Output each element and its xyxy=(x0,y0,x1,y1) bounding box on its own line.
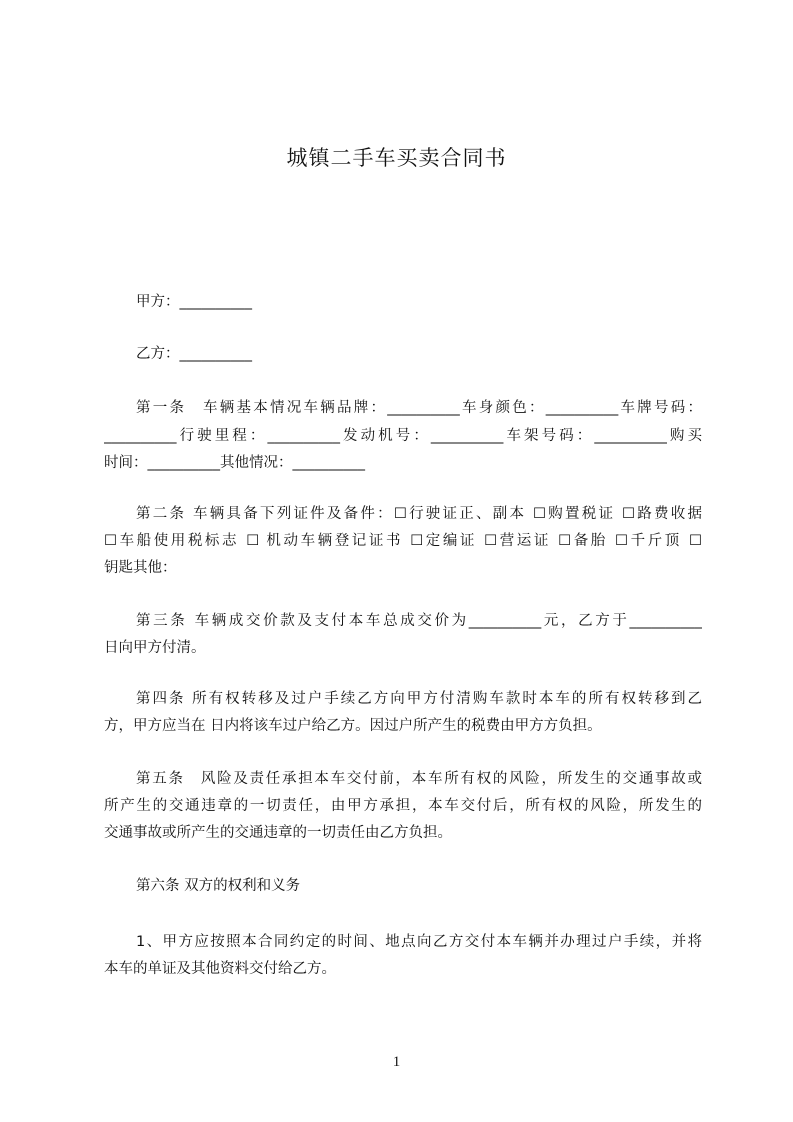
clause6-item1-line2: 本车的单证及其他资料交付给乙方。 xyxy=(104,961,336,977)
page-number: 1 xyxy=(392,1054,401,1070)
party-b-line: 乙方：__________ xyxy=(136,346,252,362)
clause2-line1: 第二条 车辆具备下列证件及备件：☐行驶证正、副本 ☐购置税证 ☐路费收据 xyxy=(136,506,702,522)
clause2-line3: 钥匙其他： xyxy=(104,560,177,576)
clause6-heading: 第六条 双方的权利和义务 xyxy=(136,878,301,894)
clause1-line3: 时间：__________其他情况：__________ xyxy=(104,455,365,471)
clause4-line2: 方，甲方应当在 日内将该车过户给乙方。因过户所产生的税费由甲方方负担。 xyxy=(104,718,602,734)
clause3-line1: 第三条 车辆成交价款及支付本车总成交价为__________元，乙方于__________ xyxy=(136,613,702,629)
clause5-line2: 所产生的交通违章的一切责任，由甲方承担，本车交付后，所有权的风险，所发生的 xyxy=(104,798,702,814)
clause5-line3: 交通事故或所产生的交通违章的一切责任由乙方负担。 xyxy=(104,825,452,841)
party-a-line: 甲方：__________ xyxy=(136,294,252,310)
clause5-line1: 第五条 风险及责任承担本车交付前，本车所有权的风险，所发生的交通事故或 xyxy=(136,771,702,787)
clause3-line2: 日向甲方付清。 xyxy=(104,640,206,656)
clause6-item1-line1: 1、甲方应按照本合同约定的时间、地点向乙方交付本车辆并办理过户手续，并将 xyxy=(136,934,702,950)
clause2-line2: ☐车船使用税标志 ☐ 机动车辆登记证书 ☐定编证 ☐营运证 ☐备胎 ☐千斤顶 ☐ xyxy=(104,533,702,549)
page-title: 城镇二手车买卖合同书 xyxy=(286,146,507,170)
clause1-line1: 第一条 车辆基本情况车辆品牌：__________车身颜色：__________车牌号码： xyxy=(136,400,702,416)
clause4-line1: 第四条 所有权转移及过户手续乙方向甲方付清购车款时本车的所有权转移到乙 xyxy=(136,691,702,707)
clause1-line2: __________行驶里程：__________发动机号：__________车架号码：__________购买 xyxy=(104,428,702,444)
